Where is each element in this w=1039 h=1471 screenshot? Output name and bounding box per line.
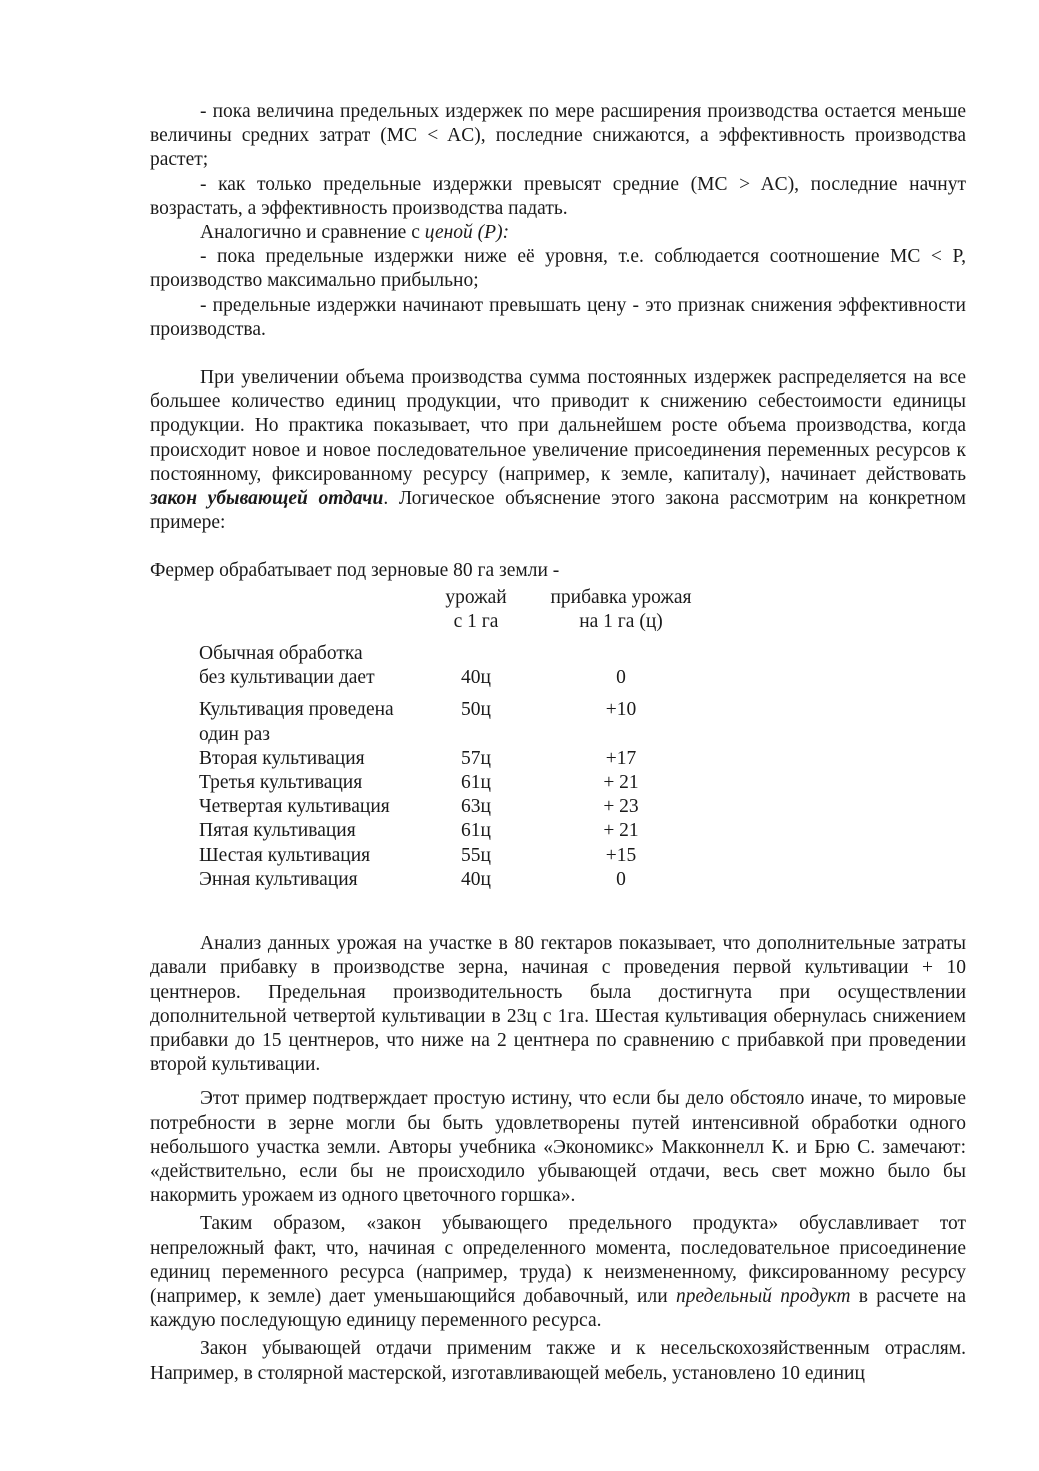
paragraph-mc-less-p: - пока предельные издержки ниже её уровня, т.е. соблюдается соотношение MC < P, производство максимально прибыльно;: [150, 246, 966, 292]
marginal-law-text: Таким образом, «закон убывающего предельного продукта» обуславливает тот непреложный факт, что, начиная с определенного момента, последовательное присоединение единиц переменного ресурса (например, труда) к неизмененному, фиксированному ресурсу (например, к земле) дает уменьшающийся добавочный, или: [150, 1213, 966, 1307]
table-row: [199, 868, 721, 892]
document-page: [150, 100, 966, 1386]
row-increase: +15: [605, 844, 637, 866]
row-increase: 0: [616, 868, 626, 890]
header-increase: [521, 586, 721, 634]
row-name: Энная культивация: [199, 868, 358, 890]
law-of-diminishing-returns-term: закон убывающей отдачи: [150, 488, 384, 510]
marginal-law-tail: в расчете на каждую последующую единицу переменного ресурса.: [150, 1285, 967, 1332]
paragraph-price-comparison: [150, 221, 966, 245]
price-term: ценой (Р):: [424, 222, 510, 244]
paragraph-non-agricultural: Закон убывающей отдачи применим также и к несельскохозяйственным отраслям. Например, в столярной мастерской, изготавливающей мебель, установлено 10 единиц: [150, 1338, 966, 1384]
diminishing-intro-text: При увеличении объема производства сумма постоянных издержек распределяется на все большее количество единиц продукции, что приводит к снижению себестоимости единицы продукции. Но практика показывает, что при дальнейшем росте объема производства, когда происходит новое и новое последовательное увеличение присоединения переменных ресурсов к постоянному, фиксированному ресурсу (например, к земле, капиталу), начинает действовать: [150, 367, 966, 485]
row-name: [199, 634, 431, 690]
table-row: [199, 771, 721, 795]
row-name: Вторая культивация: [199, 747, 365, 769]
header-increase-line1: прибавка урожая: [550, 586, 692, 608]
row-yield: 50ц: [461, 699, 491, 721]
row-name: Третья культивация: [199, 772, 363, 794]
row-name-line2: один раз: [199, 723, 270, 745]
farm-example-intro: Фермер обрабатывает под зерновые 80 га земли -: [150, 560, 560, 582]
row-name: [199, 690, 431, 746]
row-name: Пятая культивация: [199, 820, 356, 842]
row-yield: 63ц: [461, 796, 491, 818]
row-increase: +17: [605, 747, 637, 769]
price-comparison-text: Аналогично и сравнение с: [200, 222, 425, 244]
row-yield-value: 40ц: [461, 667, 491, 689]
table-row: [199, 747, 721, 771]
row-name: Шестая культивация: [199, 844, 371, 866]
yield-table-header-row: [199, 586, 721, 634]
marginal-product-term: предельный продукт: [675, 1285, 851, 1307]
yield-table: [199, 586, 721, 892]
paragraph-diminishing-returns-intro: [150, 366, 966, 535]
table-row: [199, 690, 721, 746]
header-empty-cell: [199, 586, 431, 634]
row-yield: 40ц: [461, 868, 491, 890]
row-name-line2: без культивации дает: [199, 667, 375, 689]
table-row: [199, 795, 721, 819]
row-name: Четвертая культивация: [199, 796, 390, 818]
row-yield: 61ц: [461, 820, 491, 842]
row-increase: [521, 634, 721, 690]
row-name-line1: Обычная обработка: [199, 643, 363, 665]
header-yield-line1: урожай: [445, 586, 507, 608]
row-increase-value: 0: [616, 667, 626, 689]
row-yield: 61ц: [461, 772, 491, 794]
row-increase: + 21: [603, 820, 639, 842]
paragraph-mc-greater-ac: - как только предельные издержки превысят средние (MC > AC), последние начнут возрастать, а эффективность производства падать.: [150, 173, 966, 219]
header-yield: [431, 586, 521, 634]
row-name-line1: Культивация проведена: [199, 699, 394, 721]
row-increase: +10: [605, 699, 637, 721]
row-increase: + 23: [603, 796, 639, 818]
paragraph-yield-analysis: Анализ данных урожая на участке в 80 гектаров показывает, что дополнительные затраты давали прибавку в производстве зерна, начиная с проведения первой культивации + 10 центнеров. Предельная производительность была достигнута при осуществлении дополнительной четвертой культивации в 23ц с 1га. Шестая культивация обернулась снижением прибавки до 15 центнеров, что ниже на 2 центнера по сравнению с прибавкой при проведении второй культивации.: [150, 933, 966, 1076]
row-increase: + 21: [603, 772, 639, 794]
row-yield: 57ц: [461, 747, 491, 769]
paragraph-mc-less-ac: - пока величина предельных издержек по мере расширения производства остается меньше величины средних затрат (MC < AC), последние снижаются, а эффективность производства растет;: [150, 101, 966, 171]
paragraph-mc-exceeds-price: - предельные издержки начинают превышать цену - это признак снижения эффективности производства.: [150, 294, 966, 340]
table-row: [199, 819, 721, 843]
row-yield: [431, 634, 521, 690]
table-row: [199, 634, 721, 690]
paragraph-simple-truth: Этот пример подтверждает простую истину, что если бы дело обстояло иначе, то мировые потребности в зерне могли бы быть удовлетворены путей интенсивной обработки одного небольшого участка земли. Авторы учебника «Экономикс» Макконнелл К. и Брю С. замечают: «действительно, если бы не происходило убывающей отдачи, весь свет можно было бы накормить урожаем из одного цветочного горшка».: [150, 1088, 966, 1207]
paragraph-marginal-product-law: [150, 1212, 966, 1333]
header-yield-line2: с 1 га: [453, 610, 499, 632]
row-yield: 55ц: [461, 844, 491, 866]
table-row: [199, 844, 721, 868]
header-increase-line2: на 1 га (ц): [579, 610, 663, 632]
diminishing-intro-tail: . Логическое объяснение этого закона рассмотрим на конкретном примере:: [150, 488, 966, 534]
